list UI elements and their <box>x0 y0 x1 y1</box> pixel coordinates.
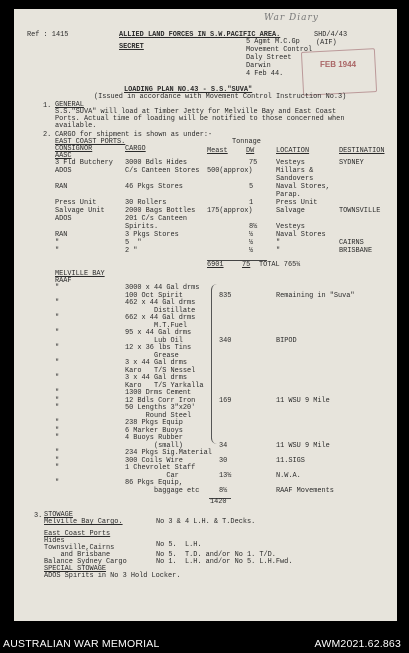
east-coast-cargo-cell: 201 C/s Canteen <box>125 215 188 223</box>
east-coast-dest-cell: TOWNSVILLE <box>339 207 381 215</box>
east-coast-location-cell: Press Unit <box>276 199 318 207</box>
section-1-number: 1. <box>43 102 52 110</box>
east-coast-location-cell: " <box>276 239 281 247</box>
melville-cargo-cell: Car <box>125 471 179 480</box>
issued-note: (Issued in accordance with Movement Control Instruction No.3) <box>94 93 347 101</box>
east-coast-meast-cell: 175(approx) <box>207 207 253 215</box>
east-coast-consignor-cell: ADOS <box>55 167 72 175</box>
melville-cargo-cell: Karo T/S Yarkalla <box>125 381 204 390</box>
melville-bay-heading: MELVILLE BAY <box>55 270 105 278</box>
melville-total: 1420 <box>210 498 227 506</box>
special-stowage-line: ADOS Spirits in No 3 Hold Locker. <box>44 572 181 580</box>
stowage-east-coast: East Coast Ports <box>44 530 111 538</box>
melville-tons-cell: 835 <box>219 291 232 300</box>
footer-bar <box>0 625 409 653</box>
east-coast-total-dw: 75 <box>242 261 251 269</box>
melville-location-cell: BIPOD <box>276 336 297 345</box>
east-coast-location-cell: Salvage <box>276 207 305 215</box>
east-coast-dest-cell: CAIRNS <box>339 239 364 247</box>
melville-consignor-cell: " <box>55 314 60 322</box>
melville-consignor-cell: " <box>55 284 60 292</box>
melville-cargo-cell: Round Steel <box>125 411 192 420</box>
melville-consignor-cell: " <box>55 359 60 367</box>
melville-location-cell: 11 WSU 9 Mile <box>276 441 330 450</box>
east-coast-location-cell: Vesteys <box>276 223 305 231</box>
section-3-heading: STOWAGE <box>44 511 73 519</box>
reference-number: Ref : 1415 <box>27 31 69 39</box>
east-coast-consignor-cell: 3 Fld Butchery <box>55 159 113 167</box>
melville-cargo-cell: Karo T/S Nessel <box>125 366 196 375</box>
stowage-melville-value: No 3 & 4 L.H. & T.Decks. <box>156 518 256 526</box>
east-coast-cargo-cell: 30 Rollers <box>125 199 167 207</box>
east-coast-location-cell: Sandovers <box>276 175 314 183</box>
east-coast-consignor-cell: RAN <box>55 183 68 191</box>
column-meast: Meast <box>207 147 228 155</box>
melville-cargo-cell: 4 Buoys Rubber <box>125 434 183 442</box>
column-dw: DW <box>246 147 255 155</box>
melville-cargo-cell: 1 Chevrolet Staff <box>125 464 196 472</box>
loading-plan-title: LOADING PLAN NO.43 - S.S."SUVA" <box>124 86 253 94</box>
melville-cargo-cell: 6 Marker Buoys <box>125 426 183 435</box>
sender-unit: 5 Agmt M.C.Gp <box>246 38 300 46</box>
melville-tons-cell: 34 <box>219 441 228 450</box>
file-reference: SHD/4/43 <box>314 31 348 39</box>
melville-raaf: RAAF <box>55 277 72 285</box>
east-coast-dw-cell: ½ <box>249 231 254 239</box>
east-coast-dw-cell: 1 <box>249 199 254 207</box>
east-coast-dest-cell: BRISBANE <box>339 247 373 255</box>
general-line-2: Ports. Actual time of loading will be notified to those concerned when <box>55 115 345 123</box>
stowage-hides: Hides <box>44 537 65 545</box>
east-coast-total-meast: 6901 <box>207 261 224 269</box>
east-coast-cargo-cell: 46 Pkgs Stores <box>125 183 183 191</box>
melville-cargo-cell: 3 x 44 Gal drms <box>125 359 188 367</box>
melville-cargo-cell: 12 x 36 lbs Tins <box>125 344 192 352</box>
received-stamp <box>301 48 377 96</box>
melville-location-cell: RAAF Movements <box>276 486 334 495</box>
melville-cargo-cell: 238 Pkgs Equip <box>125 419 183 427</box>
section-1-heading: GENERAL <box>55 101 84 109</box>
east-coast-consignor-cell: RAN <box>55 231 68 239</box>
footer-accession: AWM2021.62.863 <box>314 638 401 650</box>
melville-cargo-cell: baggage etc <box>125 486 200 495</box>
melville-consignor-cell: " <box>55 449 60 457</box>
stowage-balance-value: No 1. L.H. and/or No 5. L.H.Fwd. <box>156 558 293 566</box>
general-line-1: S.S."SUVA" will load at Timber Jetty for Melville Bay and East Coast <box>55 108 337 116</box>
east-coast-dw-cell: 75 <box>249 159 258 167</box>
column-aasc: AASC <box>55 152 72 160</box>
melville-cargo-cell: 3 x 44 Gal drms <box>125 374 188 382</box>
east-coast-dw-cell: ½ <box>249 247 254 255</box>
east-coast-meast-cell: 500(approx) <box>207 167 253 175</box>
section-3-number: 3. <box>34 512 43 520</box>
melville-cargo-cell: 234 Pkgs Sig.Material <box>125 449 212 457</box>
melville-cargo-cell: Grease <box>125 351 179 360</box>
sender-town: Darwin <box>246 62 271 70</box>
melville-consignor-cell: " <box>55 434 60 442</box>
melville-cargo-cell: 12 Bdls Corr Iron <box>125 396 196 405</box>
melville-consignor-cell: " <box>55 389 60 397</box>
east-coast-location-cell: " <box>276 247 281 255</box>
east-coast-dest-cell: SYDNEY <box>339 159 364 167</box>
east-coast-dw-cell: ½ <box>249 239 254 247</box>
melville-cargo-cell: Lub Oil <box>125 336 183 345</box>
melville-cargo-cell: 100 Oct Spirit <box>125 291 183 300</box>
melville-consignor-cell: " <box>55 464 60 472</box>
melville-consignor-cell: " <box>55 329 60 337</box>
east-coast-heading: EAST COAST PORTS. <box>55 138 126 146</box>
melville-cargo-cell: 462 x 44 Gal drms <box>125 299 196 307</box>
east-coast-consignor-cell: Salvage Unit <box>55 207 105 215</box>
east-coast-cargo-cell: 2 " <box>125 247 138 255</box>
east-coast-location-cell: Naval Stores, <box>276 183 330 191</box>
column-cargo: CARGO <box>125 145 146 153</box>
melville-location-cell: 11 WSU 9 Mile <box>276 396 330 405</box>
melville-tons-cell: 8½ <box>219 486 228 495</box>
east-coast-cargo-cell: 3 Pkgs Stores <box>125 231 179 239</box>
melville-consignor-cell: " <box>55 479 60 487</box>
melville-cargo-cell: 86 Pkgs Equip, <box>125 479 183 487</box>
melville-consignor-cell: " <box>55 344 60 352</box>
bracket <box>211 284 217 444</box>
melville-cargo-cell: 300 Coils Wire <box>125 456 183 465</box>
stamp-date: FEB 1944 <box>320 60 357 69</box>
melville-cargo-cell: (small) <box>125 441 183 450</box>
column-destination: DESTINATION <box>339 147 385 155</box>
melville-cargo-cell: 662 x 44 Gal drms <box>125 314 196 322</box>
document-page <box>14 9 397 621</box>
stowage-townsville-value: No 5. T.D. and/or No 1. T/D. <box>156 551 276 559</box>
melville-tons-cell: 169 <box>219 396 232 405</box>
east-coast-location-cell: Millars & <box>276 167 314 175</box>
document-date: 4 Feb 44. <box>246 70 284 78</box>
sender-office: Movement Control <box>246 46 313 54</box>
east-coast-cargo-cell: Spirits. <box>125 223 159 231</box>
stowage-balance: Balance Sydney Cargo <box>44 558 127 566</box>
melville-location-cell: Remaining in "Suva" <box>276 291 355 300</box>
melville-tons-cell: 13½ <box>219 471 232 480</box>
east-coast-location-cell: Vesteys <box>276 159 305 167</box>
section-2-number: 2. <box>43 131 52 139</box>
document-heading: ALLIED LAND FORCES IN S.W.PACIFIC AREA. <box>119 31 281 39</box>
east-coast-total: TOTAL 765¼ <box>259 261 301 269</box>
melville-consignor-cell: " <box>55 299 60 307</box>
melville-consignor-cell: " <box>55 374 60 382</box>
melville-location-cell: 11.SIGS <box>276 456 305 465</box>
east-coast-location-cell: Parap. <box>276 191 301 199</box>
east-coast-consignor-cell: " <box>55 239 60 247</box>
melville-cargo-cell: M.T.Fuel <box>125 321 188 330</box>
cargo-intro: CARGO for shipment is shown as under:- <box>55 131 213 139</box>
handwritten-signature: War Diary <box>264 13 319 23</box>
footer-institution: AUSTRALIAN WAR MEMORIAL <box>3 638 160 650</box>
melville-cargo-cell: 3000 x 44 Gal drms <box>125 284 200 292</box>
east-coast-dw-cell: 8½ <box>249 223 258 231</box>
melville-location-cell: N.W.A. <box>276 471 301 480</box>
special-stowage-heading: SPECIAL STOWAGE <box>44 565 107 573</box>
east-coast-location-cell: Naval Stores <box>276 231 326 239</box>
melville-cargo-cell: 1300 Drms Cement <box>125 389 192 397</box>
column-location: LOCATION <box>276 147 310 155</box>
melville-consignor-cell: " <box>55 419 60 427</box>
melville-tons-cell: 340 <box>219 336 232 345</box>
east-coast-dw-cell: 5 <box>249 183 254 191</box>
melville-consignor-cell: " <box>55 426 60 435</box>
east-coast-consignor-cell: " <box>55 247 60 255</box>
stowage-hides-value: No 5. L.H. <box>156 541 202 549</box>
melville-cargo-cell: Distillate <box>125 306 196 315</box>
tonnage-label: Tonnage <box>232 138 261 146</box>
east-coast-consignor-cell: ADOS <box>55 215 72 223</box>
secret-label: SECRET <box>119 43 144 51</box>
melville-tons-cell: 30 <box>219 456 228 465</box>
east-coast-cargo-cell: 3000 Bdls Hides <box>125 159 188 167</box>
east-coast-consignor-cell: Press Unit <box>55 199 97 207</box>
melville-cargo-cell: 95 x 44 Gal drms <box>125 329 192 337</box>
column-consignor: CONSIGNOR <box>55 145 93 153</box>
stowage-melville: Melville Bay Cargo. <box>44 518 123 526</box>
sender-street: Daly Street <box>246 54 292 62</box>
melville-consignor-cell: " <box>55 396 60 405</box>
aif-label: (AIF) <box>316 39 337 47</box>
melville-consignor-cell: " <box>55 456 60 465</box>
melville-consignor-cell: " <box>55 404 60 412</box>
east-coast-cargo-cell: 5 " <box>125 239 142 247</box>
east-coast-cargo-cell: 2000 Bags Bottles <box>125 207 196 215</box>
east-coast-cargo-cell: C/s Canteen Stores <box>125 167 200 175</box>
melville-cargo-cell: 50 Lengths 3"x20' <box>125 404 196 412</box>
general-line-3: available. <box>55 122 97 130</box>
stowage-brisbane: and Brisbane <box>44 551 111 559</box>
stowage-townsville: Townsville,Cairns <box>44 544 115 552</box>
